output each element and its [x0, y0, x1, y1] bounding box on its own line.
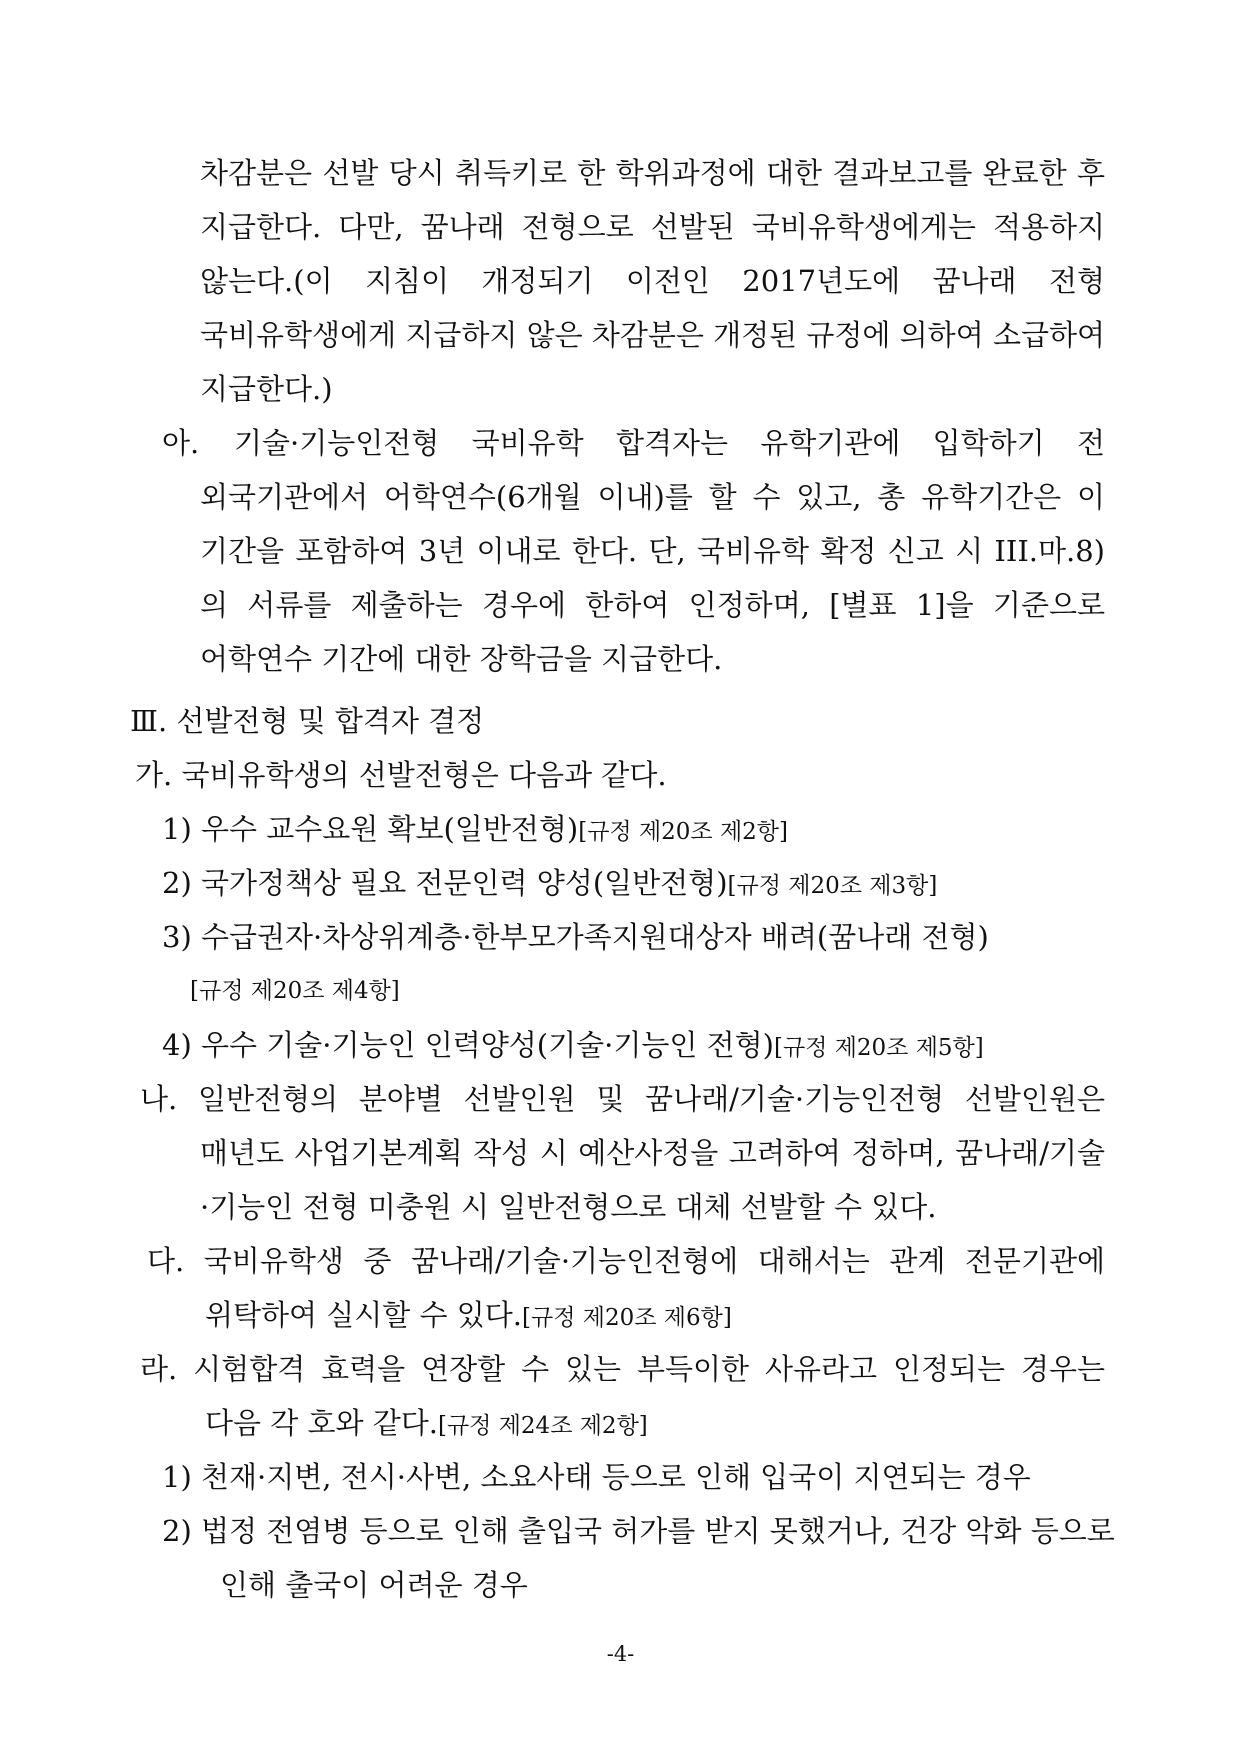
text-line: 국비유학생에게 지급하지 않은 차감분은 개정된 규정에 의하여 소급하여 [200, 318, 1105, 352]
text-line: 않는다.(이 지침이 개정되기 이전인 2017년도에 꿈나래 전형 [200, 264, 1105, 298]
text-line: 다. 국비유학생 중 꿈나래/기술·기능인전형에 대해서는 관계 전문기관에 [147, 1244, 1105, 1278]
item-a-continuation [200, 470, 1105, 686]
list-item [162, 802, 788, 856]
item-da [147, 1234, 1105, 1288]
item-na-continuation [200, 1126, 1105, 1234]
item-na [140, 1072, 1105, 1126]
text-line: 외국기관에서 어학연수(6개월 이내)를 할 수 있고, 총 유학기간은 이 [200, 480, 1105, 514]
text-line: 2) 법정 전염병 등으로 인해 출입국 허가를 받지 못했거나, 건강 악화 등으로 [162, 1514, 1115, 1548]
regulation-reference: [규정 제20조 제6항] [522, 1305, 732, 1331]
text-line: 의 서류를 제출하는 경우에 한하여 인정하며, [별표 1]을 기준으로 [200, 588, 1105, 622]
list-item [162, 1018, 984, 1072]
regulation-reference: [규정 제20조 제2항] [578, 819, 788, 845]
list-item-text: 2) 국가정책상 필요 전문인력 양성(일반전형) [162, 866, 728, 900]
item-ra-continuation [205, 1396, 648, 1450]
list-item-continuation: 인해 출국이 어려운 경우 [220, 1568, 528, 1602]
text-line: 기간을 포함하여 3년 이내로 한다. 단, 국비유학 확정 신고 시 III.마.8) [200, 534, 1105, 568]
regulation-reference: [규정 제20조 제5항] [773, 1035, 984, 1061]
text-line: 지급한다.) [200, 372, 333, 406]
regulation-reference: [규정 제24조 제2항] [437, 1413, 648, 1439]
text-line: 라. 시험합격 효력을 연장할 수 있는 부득이한 사유라고 인정되는 경우는 [140, 1352, 1105, 1386]
text-line: 차감분은 선발 당시 취득키로 한 학위과정에 대한 결과보고를 완료한 후 [200, 156, 1105, 190]
list-item: 1) 천재·지변, 전시·사변, 소요사태 등으로 인해 입국이 지연되는 경우 [162, 1460, 1031, 1494]
regulation-reference: [규정 제20조 제3항] [727, 873, 938, 899]
item-da-continuation [205, 1288, 732, 1342]
regulation-reference: [규정 제20조 제4항] [190, 978, 400, 1004]
list-item: 3) 수급권자·차상위계층·한부모가족지원대상자 배려(꿈나래 전형) [162, 920, 989, 954]
text-line: 나. 일반전형의 분야별 선발인원 및 꿈나래/기술·기능인전형 선발인원은 [140, 1082, 1105, 1116]
item-ga: 가. 국비유학생의 선발전형은 다음과 같다. [135, 758, 667, 792]
page-number: -4- [606, 1642, 635, 1666]
item-ra [140, 1342, 1105, 1396]
continuation-paragraph [200, 146, 1105, 416]
text-line: ·기능인 전형 미충원 시 일반전형으로 대체 선발할 수 있다. [200, 1190, 937, 1224]
item-a-marker: 아. [162, 426, 200, 460]
text-line: 지급한다. 다만, 꿈나래 전형으로 선발된 국비유학생에게는 적용하지 [200, 210, 1105, 244]
list-item-text: 4) 우수 기술·기능인 인력양성(기술·기능인 전형) [162, 1028, 774, 1062]
list-item [162, 1504, 1115, 1558]
text-line: 다음 각 호와 같다. [205, 1406, 438, 1440]
text-line: 위탁하여 실시할 수 있다. [205, 1298, 523, 1332]
section-heading: Ⅲ. 선발전형 및 합격자 결정 [130, 704, 485, 738]
list-item-text: 1) 우수 교수요원 확보(일반전형) [162, 812, 579, 846]
item-a-paragraph [234, 416, 1105, 470]
text-line: 기술·기능인전형 국비유학 합격자는 유학기관에 입학하기 전 [234, 426, 1105, 460]
text-line: 어학연수 기간에 대한 장학금을 지급한다. [200, 642, 723, 676]
text-line: 매년도 사업기본계획 작성 시 예산사정을 고려하여 정하며, 꿈나래/기술 [200, 1136, 1105, 1170]
list-item [162, 856, 937, 910]
